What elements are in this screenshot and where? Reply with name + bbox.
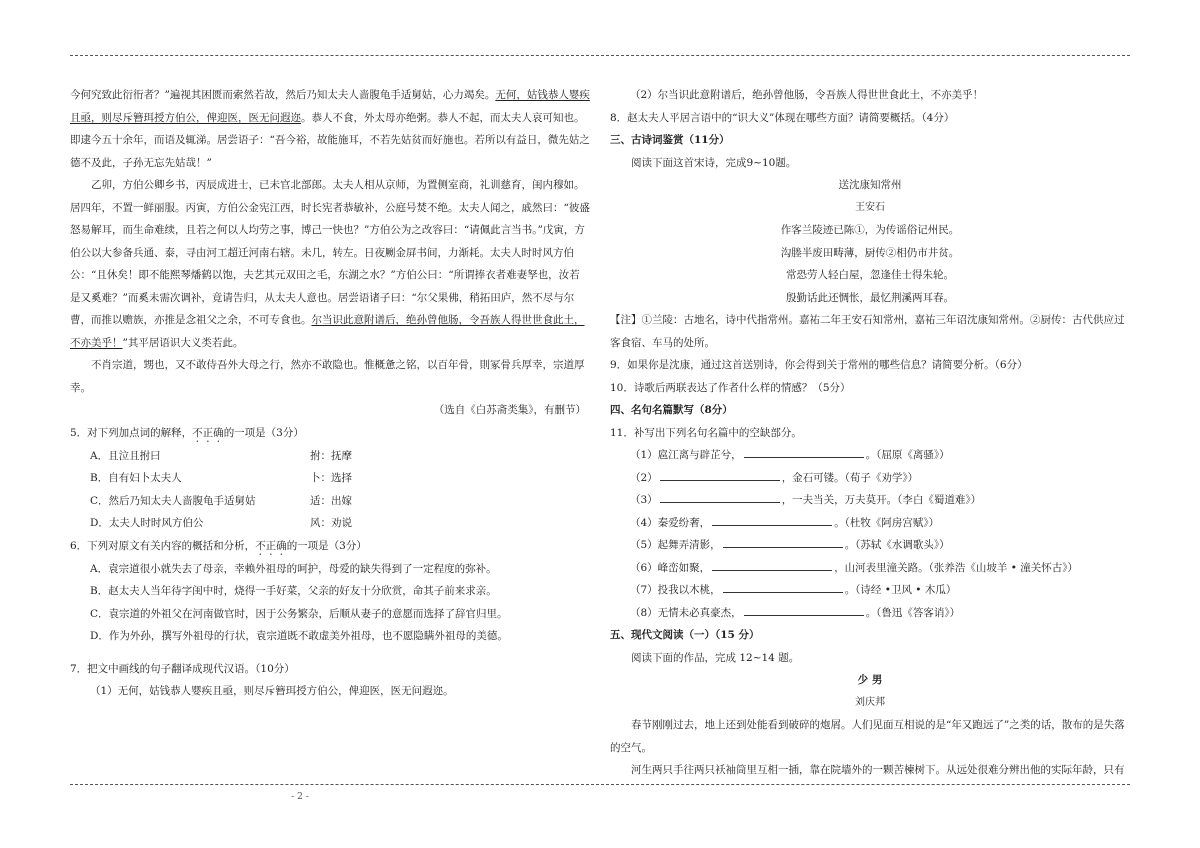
- poem-note: 【注】①兰陵：古地名，诗中代指常州。嘉祐二年王安石知常州，嘉祐三年诏沈康知常州。②厨传：古代供应过客食宿、车马的处所。: [610, 314, 1125, 349]
- passage-paragraph-2: 乙卯，方伯公卿乡书，丙辰成进士，已未官北部郎。太夫人相从京师，为置侧室商，礼训慈育，闺内穆如。居四年，不置一鲜丽服。丙寅，方伯公金宪江西，时长宪者恭敏补，公庭号焚不绝。太夫人闻之，戚然曰：“彼盛怒易解耳，而生命难续，且若之何以人均劳之事，博己一快也？”方伯公为之改容曰：“请佩此言当书。”戊寅，方伯公以大参备兵通、泰，寻由河工超迁河南右辖。未几，转左。日夜劂金屏书间，力渐耗。太夫人时时风方伯公：“且休矣！即不能熙琴燔鹤以饱，夫艺其元双田之毛，东湖之水？”方伯公曰：“所谓捧衣者难妻孥也，汝若是又奚难？”而奚未需次调补，竟请告归，从太夫人意也。居尝语诸子曰：“尔父果佛，稍拓田庐，然不尽与尔曹，而推以赡族，亦推是念祖父之余，不可专食也。尔当识此意附谱后，绝孙曾他肠，令吾族人得世世食此土，不亦美乎！”其平居语识大义类若此。: [70, 179, 590, 349]
- answer-blank[interactable]: [744, 445, 864, 458]
- q6-option-c: C．袁宗道的外祖父在河南做官时，因于公务繁杂，后顺从妻子的意愿而选择了辞官归里。: [90, 607, 508, 620]
- answer-blank[interactable]: [660, 468, 780, 481]
- passage-source: （选自《白苏斋类集》，有删节）: [433, 404, 586, 416]
- bottom-dashed-rule: [70, 784, 1130, 785]
- poem-title: 送沈康知常州: [838, 179, 902, 191]
- question-11: 11．补写出下列名句名篇中的空缺部分。: [610, 426, 802, 439]
- question-5: 5．对下列加点词的解释，不正确的一项是（3分）: [70, 426, 304, 439]
- answer-blank[interactable]: [723, 580, 843, 593]
- section-5-heading: 五、现代文阅读（一）（15 分）: [610, 629, 760, 641]
- section-4-heading: 四、名句名篇默写（8分）: [610, 404, 733, 416]
- question-8: 8．赵太夫人平居言语中的“识大义”体现在哪些方面？请简要概括。（4分）: [610, 111, 955, 124]
- answer-blank[interactable]: [660, 490, 780, 503]
- poem-author: 王安石: [855, 201, 885, 213]
- answer-blank[interactable]: [744, 603, 864, 616]
- answer-blank[interactable]: [712, 558, 832, 571]
- page-number: - 2 -: [291, 792, 309, 802]
- article-author: 刘庆邦: [855, 696, 885, 708]
- q6-option-a: A．袁宗道很小就失去了母亲，幸赖外祖母的呵护，母爱的缺失得到了一定程度的弥补。: [90, 562, 497, 575]
- fill-item-7: （7）投我以木桃， 。（诗经 •卫风 • 木瓜）: [610, 579, 1130, 602]
- question-7: 7．把文中画线的句子翻译成现代汉语。（10分）: [70, 662, 295, 675]
- q5-option-c: C．然后乃知太夫人啬腹龟手适舅姑 适：出嫁: [90, 494, 352, 507]
- question-10: 10．诗歌后两联表达了作者什么样的情感？（5分）: [610, 381, 851, 394]
- fill-item-3: （3） ，一夫当关，万夫莫开。（李白《蜀道难》）: [610, 489, 1130, 512]
- answer-blank[interactable]: [712, 513, 832, 526]
- passage-paragraph-1: 今何究致此衍衎者？”遍视其困匮而索然若故，然后乃知太夫人啬腹龟手适舅姑，心力竭矣。无何，姑钱恭人婴疾且亟，则尽斥簪珥授方伯公，俾迎医，医无问遐迩。恭人不食，外太母亦绝粥。恭人不起，而太夫人哀可知也。即逮今五十余年，而语及辄涕。居尝语子：“吾今裕，故能施耳，不若先姑贫而好施也。若所以有益日，微先姑之德不及此，子孙无忘先姑哉！”: [70, 89, 590, 169]
- top-dashed-rule: [70, 55, 1130, 56]
- q5-option-d: D．太夫人时时风方伯公 风：劝说: [90, 517, 352, 529]
- section-3-intro: 阅读下面这首宋诗，完成9~10题。: [631, 156, 797, 169]
- fill-item-5: （5）起舞弄清影， 。（苏轼《水调歌头》）: [610, 534, 1130, 557]
- emphasis-not-correct: 不正确: [255, 539, 287, 552]
- section-3-heading: 三、古诗词鉴赏（11分）: [610, 134, 730, 146]
- question-6: 6．下列对原文有关内容的概括和分析，不正确的一项是（3分）: [70, 539, 367, 552]
- fill-item-6: （6）峰峦如聚， ，山河表里潼关路。（张养浩《山坡羊 • 潼关怀古》）: [610, 557, 1130, 580]
- question-9: 9．如果你是沈康，通过这首送别诗，你会得到关于常州的哪些信息？请简要分析。（6分）: [610, 359, 1028, 371]
- fill-item-2: （2） ，金石可镂。（荀子《劝学》）: [610, 467, 1130, 490]
- q6-option-b: B．赵太夫人当年待字闺中时，烧得一手好菜，父亲的好友十分欣赏，命其子前来求亲。: [90, 585, 497, 597]
- poem-line: 常恐劳人轻白屋，忽逢佳士得朱轮。: [786, 269, 954, 281]
- answer-blank[interactable]: [723, 535, 843, 548]
- left-column: [70, 84, 590, 703]
- poem-line: 沟塍半废田畴薄，厨传②相仍市井贫。: [780, 246, 960, 259]
- question-7-part-1: （1）无何，姑钱恭人婴疾且亟，则尽斥簪珥授方伯公，俾迎医，医无问遐迩。: [90, 685, 454, 697]
- section-5-intro: 阅读下面的作品，完成 12~14 题。: [631, 651, 800, 664]
- fill-item-1: （1）扈江离与辟芷兮， 。（屈原《离骚》）: [610, 444, 1130, 467]
- q5-option-b: B．自有妇卜太夫人 卜：选择: [90, 472, 352, 484]
- underlined-sentence-1: 无何，姑钱恭人婴疾且亟，则尽斥簪珥授方伯公，俾迎医，医无问遐迩: [70, 89, 590, 124]
- fill-item-4: （4）秦爱纷奢， 。（杜牧《阿房宫赋》）: [610, 512, 1130, 535]
- article-title: 少 男: [857, 674, 883, 686]
- poem-line: 殷勤话此还惆怅，最忆荆溪两耳春。: [786, 291, 954, 304]
- underlined-sentence-2: 尔当识此意附谱后，绝孙曾他肠，令吾族人得世世食此土，不亦美乎！: [70, 314, 585, 349]
- q5-option-a: A．且泣且拊曰 拊：抚摩: [90, 449, 352, 462]
- article-paragraph-2: 河生两只手往两只袄袖筒里互相一插，靠在院墙外的一颗苦楝树下。从远处很难分辨出他的实际年龄，只有: [631, 764, 1125, 776]
- poem-line: 作客兰陵迹已陈①，为传谣俗记州民。: [780, 224, 960, 236]
- fill-item-8: （8）无情未必真豪杰， 。（鲁迅《答客诮》）: [610, 602, 1130, 625]
- question-7-part-2: （2）尔当识此意附谱后，绝孙曾他肠，令吾族人得世世食此土，不亦美乎！: [630, 89, 984, 101]
- passage-paragraph-3: 不肖宗道，甥也，又不敢侍吾外大母之行，然亦不敢隐也。惟概惫之铭，以百年骨，則冢骨兵厚幸，宗道厚幸。: [70, 359, 585, 394]
- right-column: [610, 84, 1130, 782]
- q6-option-d: D．作为外孙，撰写外祖母的行状，袁宗道既不敢虚美外祖母，也不愿隐瞒外祖母的美德。: [90, 630, 508, 642]
- article-paragraph-1: 春节刚刚过去，地上还到处能看到破碎的炮屑。人们见面互相说的是“年又跑远了”之类的话，散布的是失落的空气。: [610, 719, 1125, 754]
- emphasis-not-correct: 不正确: [192, 426, 224, 439]
